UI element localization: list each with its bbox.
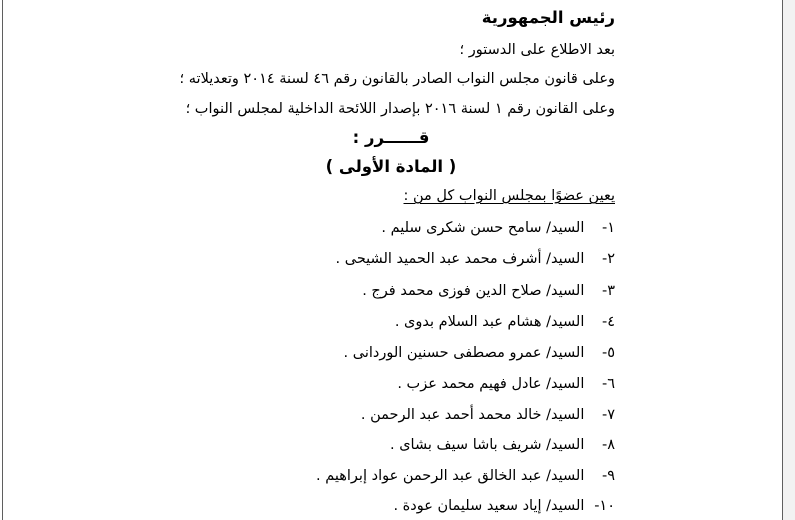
list-item bbox=[344, 343, 615, 363]
member-name: السيد/ خالد محمد أحمد عبد الرحمن . bbox=[360, 407, 585, 423]
list-item bbox=[381, 218, 615, 238]
list-item bbox=[336, 249, 615, 269]
item-number: ٣- bbox=[601, 283, 615, 299]
member-name: السيد/ أشرف محمد عبد الحميد الشيحى . bbox=[335, 251, 585, 267]
member-name: السيد/ هشام عبد السلام بدوى . bbox=[394, 314, 585, 330]
preamble-line-1: بعد الاطلاع على الدستور ؛ bbox=[459, 42, 615, 58]
item-number: ٥- bbox=[601, 345, 615, 361]
item-number: ٧- bbox=[601, 407, 615, 423]
list-item bbox=[395, 312, 615, 332]
member-name: السيد/ سامح حسن شكرى سليم . bbox=[381, 220, 585, 236]
member-name: السيد/ صلاح الدين فوزى محمد فرج . bbox=[362, 283, 585, 299]
item-number: ١- bbox=[601, 220, 615, 236]
scrollbar-track[interactable] bbox=[783, 0, 795, 520]
list-item bbox=[362, 281, 615, 301]
member-name: السيد/ شريف باشا سيف بشاى . bbox=[389, 437, 585, 453]
list-item bbox=[390, 435, 615, 455]
list-item bbox=[397, 374, 615, 394]
article-heading: ( المادة الأولى ) bbox=[325, 157, 457, 176]
list-item bbox=[393, 496, 615, 516]
member-name: السيد/ إياد سعيد سليمان عودة . bbox=[393, 498, 585, 514]
item-number: ٩- bbox=[601, 468, 615, 484]
item-number: ٤- bbox=[601, 314, 615, 330]
item-number: ٢- bbox=[601, 251, 615, 267]
preamble-line-3: وعلى القانون رقم ١ لسنة ٢٠١٦ بإصدار اللائحة الداخلية لمجلس النواب ؛ bbox=[185, 101, 615, 117]
item-number: ٦- bbox=[601, 376, 615, 392]
member-name: السيد/ عبد الخالق عبد الرحمن عواد إبراهيم . bbox=[316, 468, 585, 484]
page-left-border bbox=[2, 0, 3, 520]
list-item bbox=[316, 466, 615, 486]
member-name: السيد/ عمرو مصطفى حسنين الوردانى . bbox=[343, 345, 585, 361]
preamble-line-2: وعلى قانون مجلس النواب الصادر بالقانون رقم ٤٦ لسنة ٢٠١٤ وتعديلاته ؛ bbox=[179, 71, 615, 87]
list-item bbox=[361, 405, 615, 425]
item-number: ١٠- bbox=[594, 498, 615, 514]
appointment-intro: يعين عضوًا بمجلس النواب كل من : bbox=[403, 188, 615, 204]
decision-heading: قــــــرر : bbox=[352, 128, 430, 147]
document-title: رئيس الجمهورية bbox=[481, 8, 615, 27]
member-name: السيد/ عادل فهيم محمد عزب . bbox=[397, 376, 585, 392]
item-number: ٨- bbox=[601, 437, 615, 453]
